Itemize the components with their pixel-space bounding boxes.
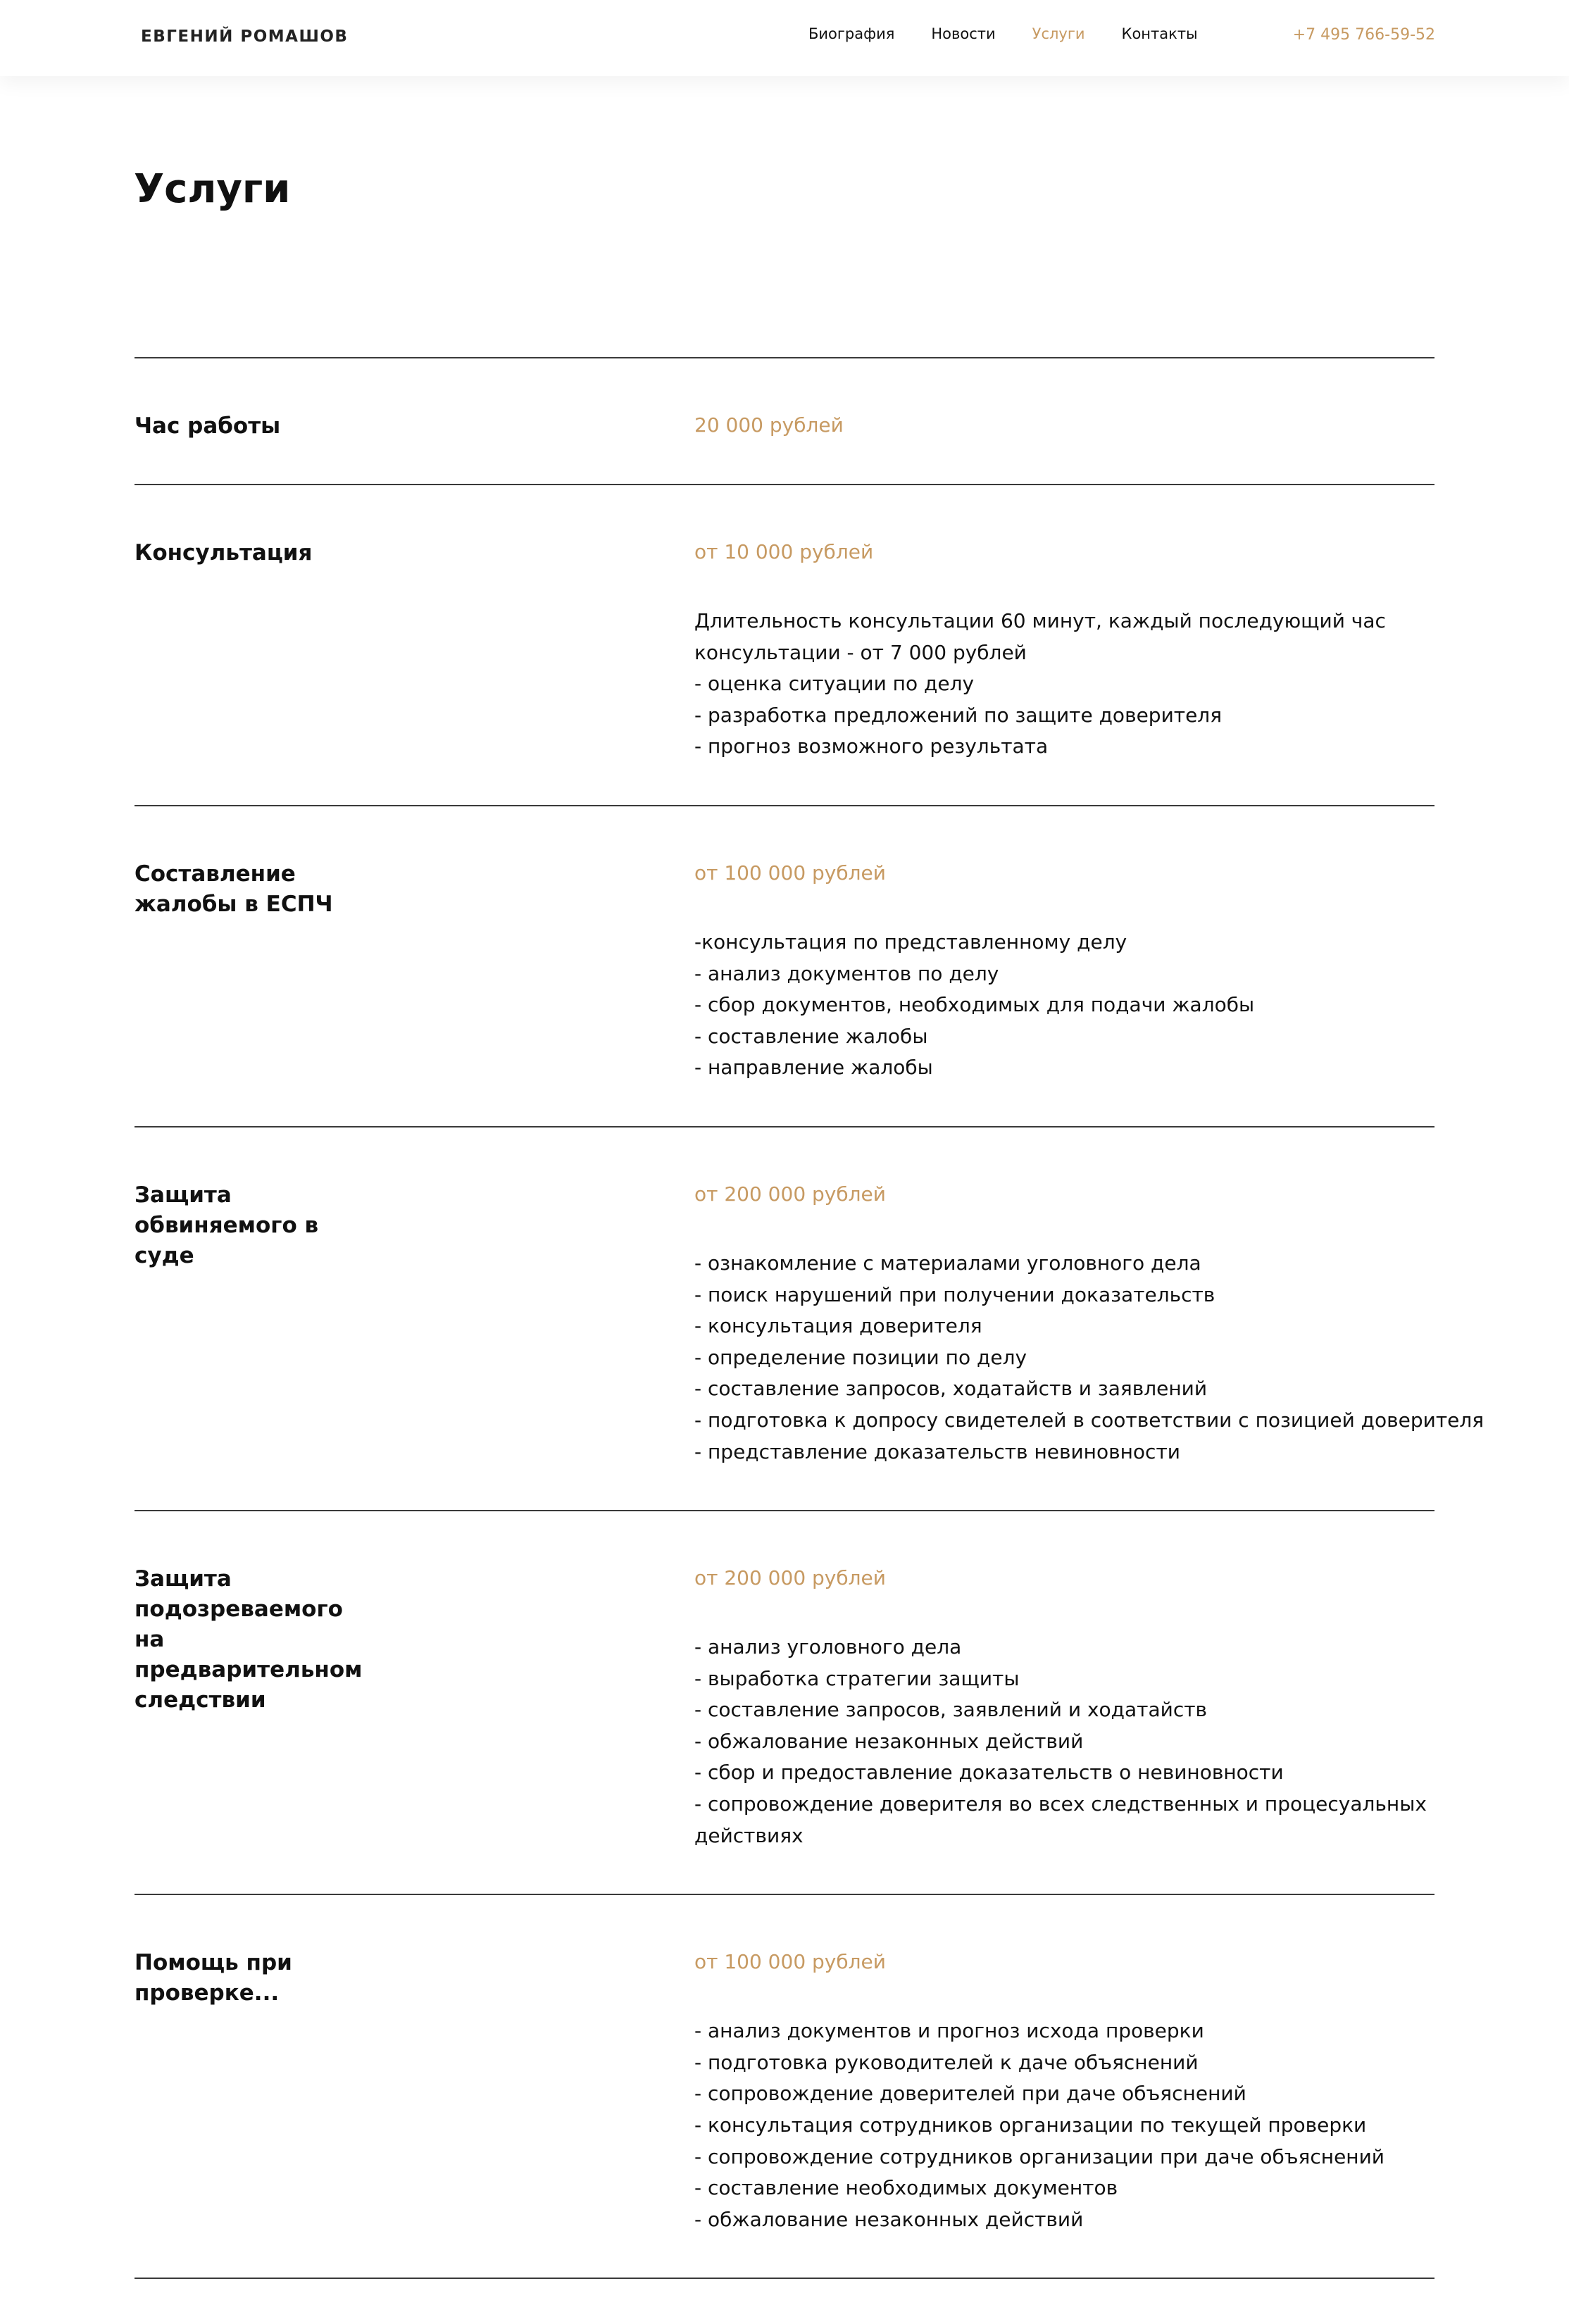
service-price: от 200 000 рублей: [694, 1182, 886, 1206]
phone-link[interactable]: +7 495 766-59-52: [1292, 26, 1435, 44]
service-desc-line: - консультация сотрудников организации по текущей проверки: [694, 2113, 1367, 2137]
service-desc-line: - определение позиции по делу: [694, 1345, 1027, 1369]
service-desc-line: - подготовка руководителей к даче объяснений: [694, 2050, 1199, 2074]
nav-item-biography[interactable]: Биография: [808, 25, 895, 42]
service-row-investigation-defense: [135, 1510, 1434, 1894]
main-nav: [808, 25, 1234, 42]
service-desc-line: - консультация доверителя: [694, 1314, 982, 1338]
service-desc-line: действиях: [694, 1823, 804, 1847]
service-desc-line: - анализ документов по делу: [694, 961, 999, 985]
service-desc-line: - ознакомление с материалами уголовного дела: [694, 1251, 1201, 1275]
service-desc-line: - сопровождение доверителей при даче объяснений: [694, 2082, 1246, 2106]
service-desc-line: - анализ уголовного дела: [694, 1635, 962, 1659]
service-name: Защита подозреваемого на предварительном следствии: [135, 1566, 363, 1713]
service-desc-line: - поиск нарушений при получении доказательств: [694, 1282, 1215, 1306]
service-desc-line: - выработка стратегии защиты: [694, 1666, 1020, 1690]
service-desc-line: - сопровождение сотрудников организации при даче объяснений: [694, 2144, 1384, 2168]
service-desc-line: - анализ документов и прогноз исхода проверки: [694, 2019, 1204, 2043]
service-row-court-defense: [135, 1126, 1484, 1510]
page-title: Услуги: [134, 166, 291, 212]
service-desc-line: - разработка предложений по защите доверителя: [694, 703, 1223, 727]
nav-item-services[interactable]: Услуги: [1032, 25, 1085, 42]
service-desc-line: - оценка ситуации по делу: [694, 672, 975, 696]
service-row-consultation: [135, 484, 1434, 805]
service-desc-line: - составление жалобы: [694, 1024, 928, 1048]
service-price: 20 000 рублей: [694, 413, 844, 437]
service-price: от 100 000 рублей: [694, 861, 886, 885]
service-desc-line: - обжалование незаконных действий: [694, 2207, 1084, 2231]
nav-item-news[interactable]: Новости: [931, 25, 996, 42]
service-desc-line: - составление необходимых документов: [694, 2176, 1118, 2200]
service-row-echr: [135, 805, 1434, 1126]
service-row-inspection-help: [135, 1894, 1434, 2279]
service-price: от 10 000 рублей: [694, 540, 874, 563]
service-desc-line: -консультация по представленному делу: [694, 930, 1127, 954]
service-desc-line: - подготовка к допросу свидетелей в соответствии с позицией доверителя: [694, 1408, 1484, 1432]
service-desc-line: - составление запросов, ходатайств и заявлений: [694, 1377, 1208, 1401]
service-desc-line: - составление запросов, заявлений и ходатайств: [694, 1698, 1208, 1722]
service-name: Консультация: [135, 540, 313, 566]
service-desc-line: - прогноз возможного результата: [694, 735, 1049, 758]
service-desc-line: - направление жалобы: [694, 1056, 933, 1080]
service-desc-line: - обжалование незаконных действий: [694, 1729, 1084, 1753]
services-list: [135, 357, 1484, 2279]
service-name: Защита обвиняемого в суде: [135, 1182, 319, 1268]
service-price: от 200 000 рублей: [694, 1566, 886, 1590]
site-header: [0, 0, 1569, 76]
service-desc-line: - сопровождение доверителя во всех следственных и процесуальных: [694, 1792, 1427, 1816]
service-desc-line: консультации - от 7 000 рублей: [694, 640, 1027, 664]
service-name: Составление жалобы в ЕСПЧ: [135, 861, 333, 917]
service-name: Помощь при проверке...: [135, 1950, 292, 2006]
service-desc-line: - представление доказательств невиновности: [694, 1439, 1180, 1463]
service-name: Час работы: [135, 413, 281, 439]
service-price: от 100 000 рублей: [694, 1950, 886, 1974]
service-desc-line: - сбор и предоставление доказательств о невиновности: [694, 1761, 1284, 1785]
nav-item-contacts[interactable]: Контакты: [1121, 25, 1198, 42]
service-desc-line: - сбор документов, необходимых для подачи жалобы: [694, 993, 1255, 1017]
service-desc-line: Длительность консультации 60 минут, каждый последующий час: [694, 609, 1386, 632]
service-row-hourly: [135, 357, 1434, 484]
site-logo[interactable]: ЕВГЕНИЙ РОМАШОВ: [141, 27, 349, 46]
